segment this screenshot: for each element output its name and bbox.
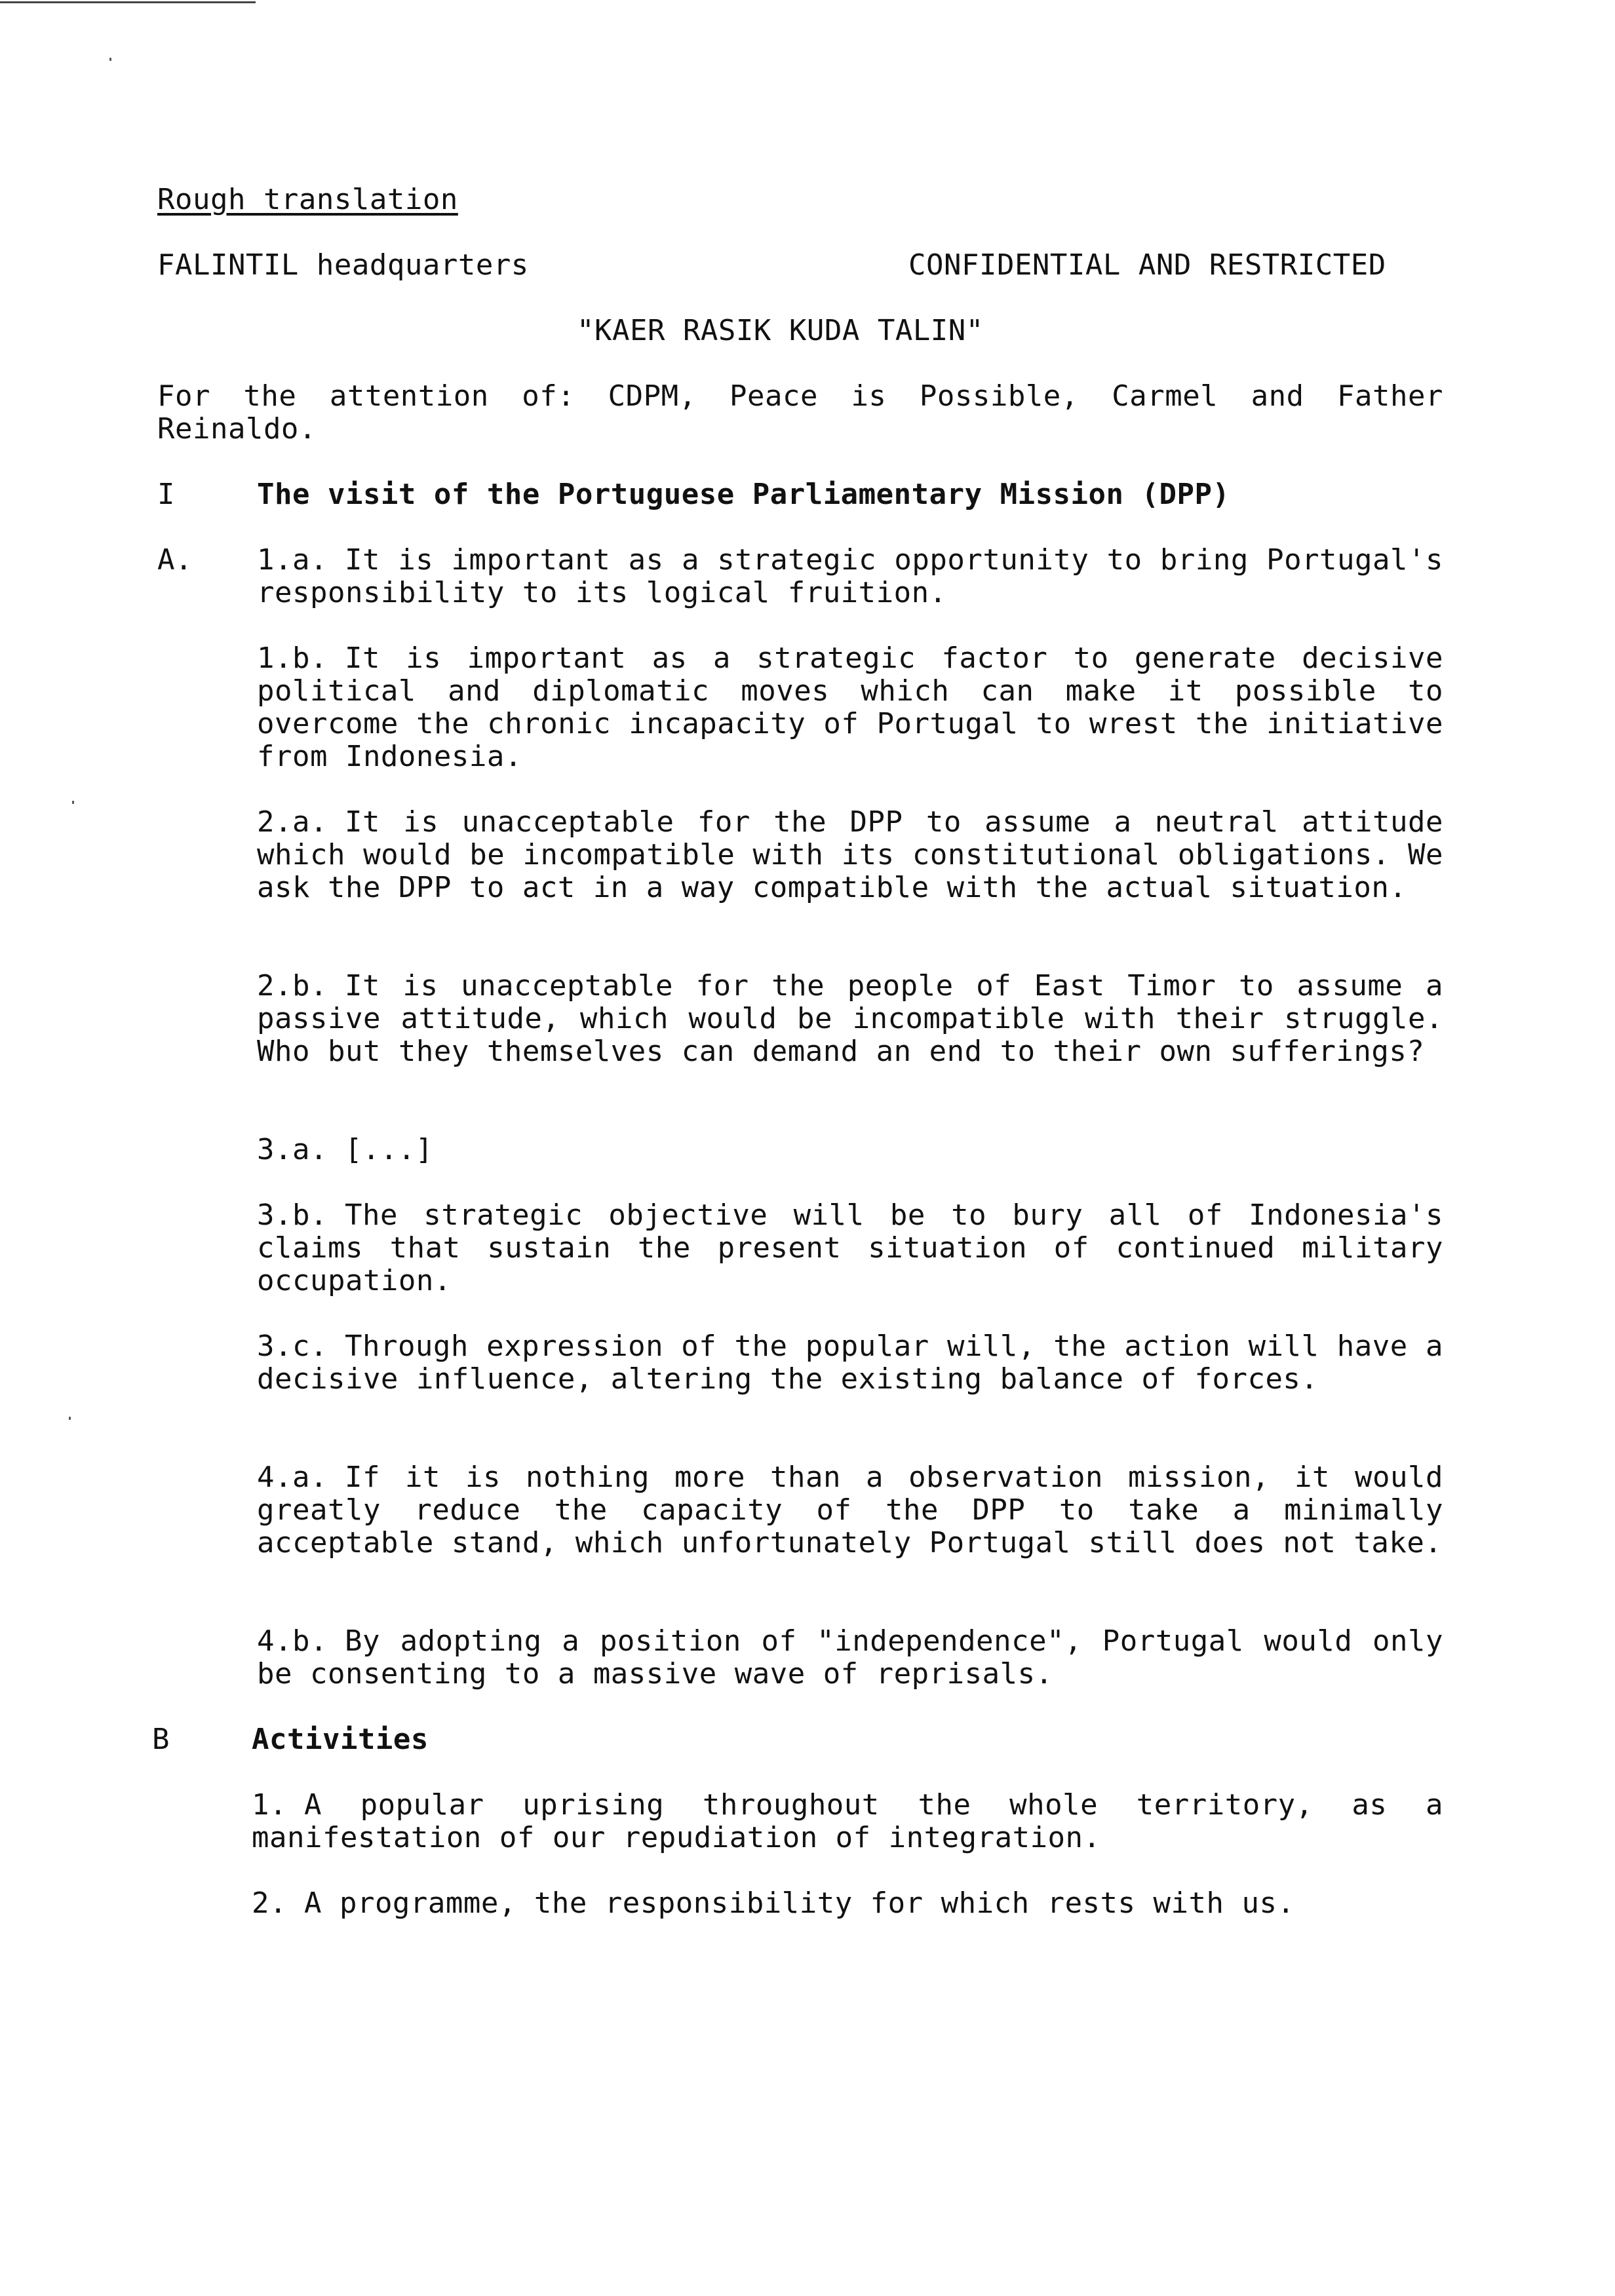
section-a-marker: A. bbox=[157, 543, 193, 577]
item-label: 3.c. bbox=[257, 1330, 328, 1363]
item-text: A popular uprising throughout the whole territory, as a manifestation of our repudiation of integration. bbox=[252, 1788, 1443, 1854]
item-text: It is unacceptable for the people of East Timor to assume a passive attitude, which would be incompatible with their struggle. Who but they themselves can demand an end to their own sufferings? bbox=[257, 969, 1443, 1068]
item-2a bbox=[257, 806, 1443, 904]
item-text: [...] bbox=[344, 1133, 433, 1166]
item-label: 3.b. bbox=[257, 1198, 328, 1232]
attention-line-2: Reinaldo. bbox=[157, 412, 317, 446]
scan-artifact-line bbox=[0, 1, 256, 3]
item-1b bbox=[257, 642, 1443, 773]
sender-line: FALINTIL headquarters bbox=[157, 248, 529, 282]
item-label: 4.a. bbox=[257, 1461, 328, 1494]
section-i-marker: I bbox=[157, 478, 175, 511]
scan-speck bbox=[69, 1417, 71, 1420]
item-label: 4.b. bbox=[257, 1624, 328, 1658]
item-1a bbox=[257, 544, 1443, 609]
scan-speck bbox=[109, 58, 111, 61]
item-label: 2.a. bbox=[257, 805, 328, 839]
item-3c bbox=[257, 1330, 1443, 1396]
item-label: 1.a. bbox=[257, 543, 328, 577]
item-text: A programme, the responsibility for which rests with us. bbox=[303, 1886, 1295, 1920]
section-i-title: The visit of the Portuguese Parliamentary Mission (DPP) bbox=[257, 478, 1230, 511]
item-text: It is unacceptable for the DPP to assume a neutral attitude which would be incompatible with its constitutional obligations. We ask the DPP to act in a way compatible with the actual situation. bbox=[257, 805, 1443, 904]
item-label: 3.a. bbox=[257, 1133, 328, 1166]
activity-2 bbox=[252, 1887, 1443, 1920]
item-label: 1.b. bbox=[257, 641, 328, 675]
activity-1 bbox=[252, 1789, 1443, 1854]
rough-translation-note: Rough translation bbox=[157, 183, 458, 216]
item-text: The strategic objective will be to bury all of Indonesia's claims that sustain the present situation of continued military occupation. bbox=[257, 1198, 1443, 1297]
item-text: By adopting a position of "independence", Portugal would only be consenting to a massive wave of reprisals. bbox=[257, 1624, 1443, 1691]
item-3a bbox=[257, 1134, 1443, 1166]
item-4b bbox=[257, 1625, 1443, 1691]
section-b-marker: B bbox=[152, 1723, 170, 1756]
item-text: It is important as a strategic factor to generate decisive political and diplomatic moves which can make it possible to overcome the chronic incapacity of Portugal to wrest the initiative from Indonesia. bbox=[257, 641, 1443, 773]
item-text: Through expression of the popular will, the action will have a decisive influence, altering the existing balance of forces. bbox=[257, 1330, 1443, 1396]
item-3b bbox=[257, 1199, 1443, 1297]
section-b-title: Activities bbox=[252, 1723, 429, 1756]
motto-line: "KAER RASIK KUDA TALIN" bbox=[577, 314, 984, 347]
classification-line: CONFIDENTIAL AND RESTRICTED bbox=[908, 248, 1386, 282]
item-label: 1. bbox=[252, 1788, 287, 1822]
item-text: If it is nothing more than a observation mission, it would greatly reduce the capacity of the DPP to take a minimally acceptable stand, which unfortunately Portugal still does not take. bbox=[257, 1461, 1443, 1559]
scan-speck bbox=[72, 801, 74, 804]
item-label: 2. bbox=[252, 1886, 287, 1920]
attention-line-1: For the attention of: CDPM, Peace is Possible, Carmel and Father bbox=[157, 379, 1443, 413]
item-2b bbox=[257, 970, 1443, 1068]
item-text: It is important as a strategic opportunity to bring Portugal's responsibility to its logical fruition. bbox=[257, 543, 1443, 609]
item-4a bbox=[257, 1461, 1443, 1559]
item-label: 2.b. bbox=[257, 969, 328, 1003]
